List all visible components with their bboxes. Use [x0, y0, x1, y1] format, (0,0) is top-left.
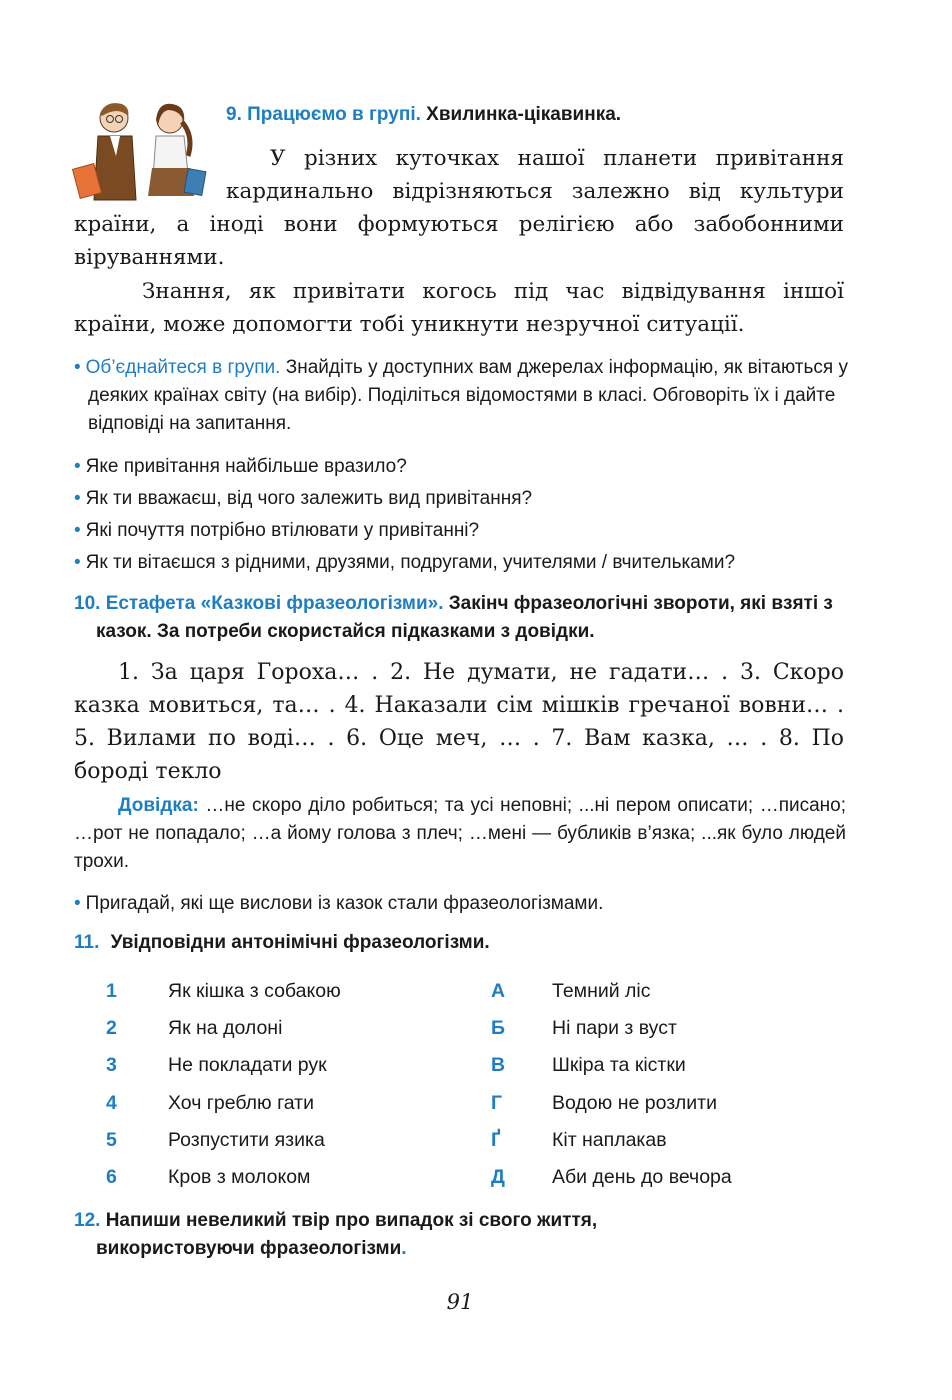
bullet-icon: •	[74, 488, 81, 509]
list-item	[74, 483, 854, 515]
row-text: Кіт наплакав	[552, 1129, 667, 1151]
hint-text: …не скоро діло робиться; та усі неповні; ...ні пером описати; …писано; …рот не попадало; …а йому голова з плеч; …мені — бубликів в’язка; ...як було людей трохи.	[74, 795, 847, 872]
task9-paragraph-2: Знання, як привітати когось під час відвідування іншої країни, може допомогти тобі уникнути незручної ситуації.	[74, 279, 844, 337]
table-row	[106, 1162, 310, 1192]
task9-paragraph-1	[74, 142, 844, 274]
bullet-icon: •	[74, 552, 81, 573]
table-row	[491, 976, 651, 1006]
task10-text: 1. За царя Гороха… . 2. Не думати, не гадати… . 3. Скоро казка мовиться, та… . 4. Наказали сім мішків гречаної вовни… . 5. Вилами по воді… . 6. Оце меч, … . 7. Вам казка, … . 8. По бороді текло	[74, 660, 844, 784]
table-row	[106, 1050, 327, 1080]
row-key: Г	[491, 1092, 503, 1114]
bullet-icon: •	[74, 520, 81, 541]
task12-text: Напиши невеликий твір про випадок зі свого життя, використовуючи фразеологізми	[96, 1210, 598, 1259]
question-text: Які почуття потрібно втілювати у привітанні?	[85, 520, 480, 541]
table-row	[491, 1050, 686, 1080]
row-text: Темний ліс	[552, 980, 651, 1002]
row-text: Аби день до вечора	[552, 1166, 732, 1188]
task10-title: Закінч фразеологічні звороти, які взяті з казок. За потреби скористайся підказками з довідки.	[96, 593, 833, 642]
bullet-icon: •	[74, 357, 81, 378]
table-row	[106, 1088, 314, 1118]
row-key: 5	[106, 1129, 117, 1151]
row-key: 1	[106, 980, 117, 1002]
row-key: Ґ	[491, 1129, 501, 1151]
page-number: 91	[446, 1290, 474, 1314]
table-row	[491, 1088, 717, 1118]
task11-heading	[74, 929, 490, 957]
table-row	[106, 976, 341, 1006]
group-instruction	[74, 354, 860, 438]
bullet-icon: •	[74, 893, 81, 914]
list-item	[74, 515, 854, 547]
task11-title: Увідповідни антонімічні фразеологізми.	[110, 932, 490, 953]
row-text: Ні пари з вуст	[552, 1017, 677, 1039]
row-text: Водою не розлити	[552, 1092, 718, 1114]
task10-extra	[74, 890, 854, 918]
task10-extra-text: Пригадай, які ще вислови із казок стали фразеологізмами.	[85, 893, 604, 914]
table-row	[491, 1162, 732, 1192]
question-list	[74, 451, 854, 579]
task12-number: 12.	[74, 1210, 101, 1231]
table-row	[106, 1125, 325, 1155]
bullet-icon: •	[74, 456, 81, 477]
question-text: Як ти вітаєшся з рідними, друзями, подругами, учителями / вчительками?	[85, 552, 736, 573]
task9-number: 9. Працюємо в групі.	[226, 104, 421, 125]
table-row	[491, 1125, 667, 1155]
question-text: Яке привітання найбільше вразило?	[85, 456, 407, 477]
row-key: 2	[106, 1017, 117, 1039]
row-key: А	[491, 980, 506, 1002]
task12-heading	[74, 1207, 736, 1263]
row-text: Хоч греблю гати	[168, 1092, 315, 1114]
row-text: Як кішка з собакою	[168, 980, 341, 1002]
row-key: Б	[491, 1017, 506, 1039]
row-key: 3	[106, 1054, 117, 1076]
row-key: В	[491, 1054, 506, 1076]
list-item	[74, 451, 854, 483]
task10-number: 10. Естафета «Казкові фразеологізми».	[74, 593, 444, 614]
group-lead: Об’єднайтеся в групи.	[85, 357, 281, 378]
group-text: Знайдіть у доступних вам джерелах інформацію, як вітаються у деяких країнах світу (на вибір). Поділіться відомостями в класі. Обговоріть їх і дайте відповіді на запитання.	[88, 357, 848, 434]
row-text: Не покладати рук	[168, 1054, 327, 1076]
table-row	[491, 1013, 677, 1043]
row-text: Кров з молоком	[168, 1166, 311, 1188]
row-text: Як на долоні	[168, 1017, 283, 1039]
question-text: Як ти вважаєш, від чого залежить вид привітання?	[85, 488, 533, 509]
row-key: Д	[491, 1166, 505, 1188]
row-text: Шкіра та кістки	[552, 1054, 686, 1076]
task10-heading	[74, 590, 876, 646]
illustration-spacer	[74, 142, 226, 208]
row-key: 4	[106, 1092, 117, 1114]
row-key: 6	[106, 1166, 117, 1188]
task9-title: Хвилинка-цікавинка.	[426, 104, 622, 125]
task10-hint	[74, 792, 846, 876]
list-item	[74, 547, 854, 579]
task9-heading	[226, 101, 621, 129]
hint-label: Довідка:	[118, 795, 199, 816]
task12-dot: .	[401, 1238, 407, 1259]
table-row	[106, 1013, 282, 1043]
row-text: Розпустити язика	[168, 1129, 325, 1151]
task11-number: 11.	[74, 932, 100, 953]
task9-paragraph-1-text: У різних куточках нашої планети привітання кардинально відрізняються залежно від культури країни, а іноді вони формуються релігією або забобонними віруваннями.	[74, 146, 844, 270]
